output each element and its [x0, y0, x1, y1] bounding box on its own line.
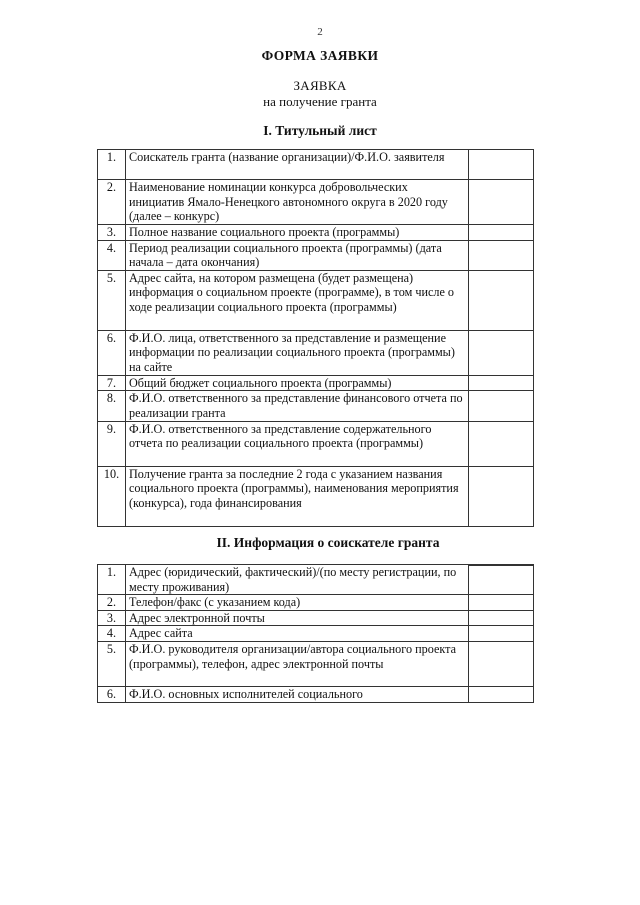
row-value-field[interactable]	[469, 150, 534, 180]
row-value-field[interactable]	[469, 180, 534, 225]
row-number: 8.	[98, 391, 126, 421]
row-label: Адрес сайта, на котором размещена (будет размещена) информация о социальном проекте (программе), в том числе о ходе реализации социального проекта (программы)	[126, 270, 469, 330]
table-row	[98, 565, 534, 595]
row-label: Ф.И.О. ответственного за представление содержательного отчета по реализации социального проекта (программы)	[126, 421, 469, 466]
table-row	[98, 150, 534, 180]
table-row	[98, 270, 534, 330]
table-row	[98, 686, 534, 702]
row-value-field[interactable]	[469, 595, 534, 611]
row-label: Общий бюджет социального проекта (программы)	[126, 375, 469, 391]
row-label: Адрес (юридический, фактический)/(по месту регистрации, по месту проживания)	[126, 565, 469, 595]
row-number: 2.	[98, 595, 126, 611]
table-row	[98, 391, 534, 421]
row-label: Ф.И.О. основных исполнителей социального	[126, 686, 469, 702]
table-row	[98, 375, 534, 391]
table-row	[98, 626, 534, 642]
row-number: 10.	[98, 466, 126, 526]
row-value-field[interactable]	[469, 610, 534, 626]
row-label: Телефон/факс (с указанием кода)	[126, 595, 469, 611]
row-number: 2.	[98, 180, 126, 225]
page-number: 2	[317, 26, 323, 38]
row-label: Период реализации социального проекта (программы) (дата начала – дата окончания)	[126, 240, 469, 270]
row-value-field[interactable]	[469, 375, 534, 391]
row-label: Адрес сайта	[126, 626, 469, 642]
row-number: 1.	[98, 565, 126, 595]
table-row	[98, 330, 534, 375]
row-number: 3.	[98, 225, 126, 241]
row-value-field[interactable]	[469, 466, 534, 526]
table-row	[98, 610, 534, 626]
row-value-field[interactable]	[469, 391, 534, 421]
row-value-field[interactable]	[469, 626, 534, 642]
row-number: 4.	[98, 626, 126, 642]
row-value-field[interactable]	[469, 270, 534, 330]
row-value-field[interactable]	[469, 565, 534, 595]
title-page-table	[97, 149, 534, 527]
table-row	[98, 595, 534, 611]
row-number: 5.	[98, 270, 126, 330]
row-value-field[interactable]	[469, 330, 534, 375]
row-number: 1.	[98, 150, 126, 180]
row-value-field[interactable]	[469, 641, 534, 686]
table-row	[98, 180, 534, 225]
section2-title: II. Информация о соискателе гранта	[216, 535, 440, 550]
row-number: 9.	[98, 421, 126, 466]
split-value-cell	[469, 565, 533, 566]
row-label: Адрес электронной почты	[126, 610, 469, 626]
table-row	[98, 225, 534, 241]
row-number: 7.	[98, 375, 126, 391]
row-number: 6.	[98, 330, 126, 375]
section1-title: I. Титульный лист	[263, 123, 377, 138]
row-value-field-secondary[interactable]	[469, 565, 533, 566]
form-title: ФОРМА ЗАЯВКИ	[261, 48, 379, 63]
row-label: Получение гранта за последние 2 года с указанием названия социального проекта (программы), наименования мероприятия (конкурса), года финансирования	[126, 466, 469, 526]
row-label: Ф.И.О. лица, ответственного за представление и размещение информации по реализации социального проекта (программы) на сайте	[126, 330, 469, 375]
row-value-field[interactable]	[469, 686, 534, 702]
row-number: 5.	[98, 641, 126, 686]
row-number: 4.	[98, 240, 126, 270]
application-subtitle: на получение гранта	[263, 94, 377, 109]
applicant-info-table	[97, 564, 534, 703]
table-row	[98, 240, 534, 270]
table-row	[98, 641, 534, 686]
row-label: Ф.И.О. ответственного за представление финансового отчета по реализации гранта	[126, 391, 469, 421]
row-number: 3.	[98, 610, 126, 626]
row-label: Наименование номинации конкурса добровольческих инициатив Ямало-Ненецкого автономного округа в 2020 году (далее – конкурс)	[126, 180, 469, 225]
row-value-field[interactable]	[469, 240, 534, 270]
row-number: 6.	[98, 686, 126, 702]
row-value-field[interactable]	[469, 421, 534, 466]
row-value-field[interactable]	[469, 225, 534, 241]
application-title: ЗАЯВКА	[293, 78, 347, 93]
row-label: Ф.И.О. руководителя организации/автора социального проекта (программы), телефон, адрес электронной почты	[126, 641, 469, 686]
row-label: Соискатель гранта (название организации)/Ф.И.О. заявителя	[126, 150, 469, 180]
table-row	[98, 466, 534, 526]
row-label: Полное название социального проекта (программы)	[126, 225, 469, 241]
table-row	[98, 421, 534, 466]
